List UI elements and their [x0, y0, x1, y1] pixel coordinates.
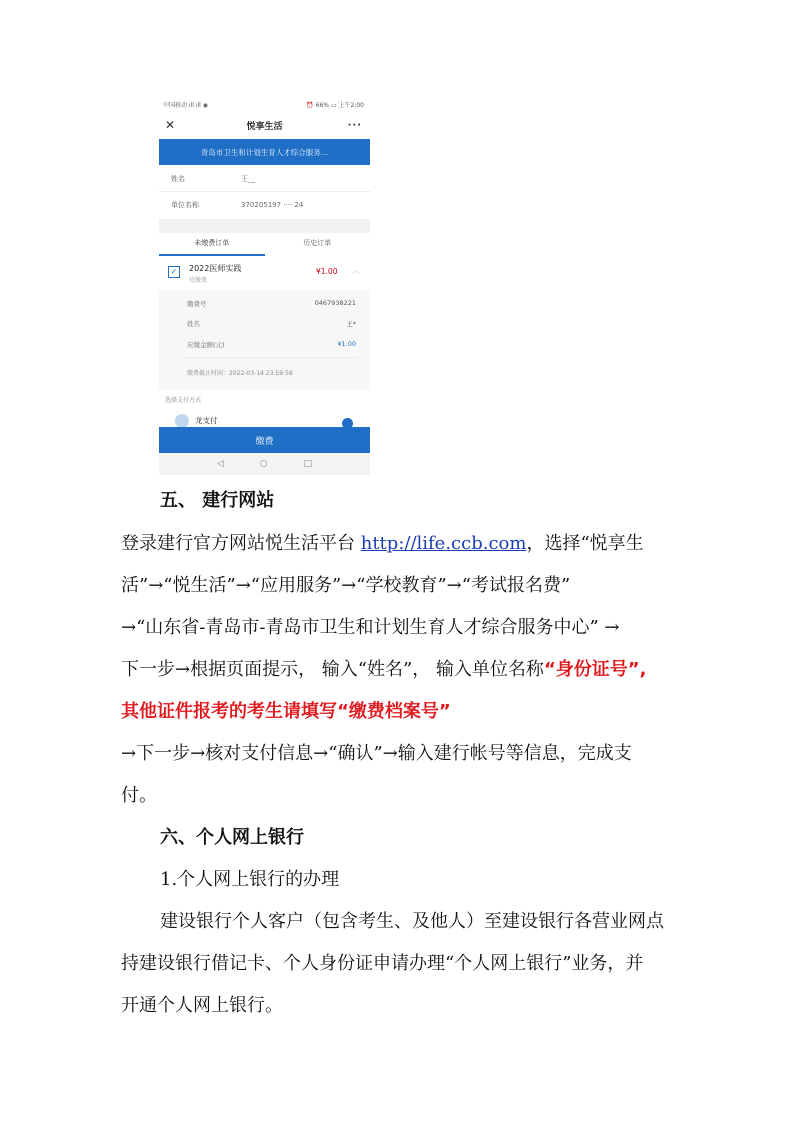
status-bar [159, 97, 370, 112]
system-nav-bar [159, 453, 370, 475]
order-tabs [159, 234, 370, 256]
paragraph-line: 开通个人网上银行。 [121, 995, 283, 1016]
payment-deadline: 缴费截止时间：2022-03-14 23:59:59 [187, 370, 293, 377]
detail-value: 王* [346, 320, 356, 328]
app-title: 悦享生活 [246, 121, 283, 132]
detail-value: ¥1.00 [337, 340, 356, 348]
divider [159, 191, 370, 192]
info-row-name [159, 169, 370, 189]
text-span: 登录建行官方网站悦生活平台 [121, 533, 361, 554]
order-name: 2022医师实践 [189, 264, 242, 273]
info-value: 王__ [241, 175, 255, 183]
paragraph-line: 活”→“悦生活”→“应用服务”→“学校教育”→“考试报名费” [121, 575, 571, 596]
paragraph-line: →下一步→核对支付信息→“确认”→输入建行帐号等信息，完成支 [121, 743, 632, 764]
pay-button[interactable]: 缴费 [159, 427, 370, 453]
chevron-up-icon[interactable]: ︿ [352, 266, 360, 275]
paragraph-line [121, 655, 646, 681]
paragraph-line [121, 529, 644, 555]
close-icon[interactable]: ✕ [165, 118, 176, 132]
text-span: ，选择“悦享生 [526, 533, 644, 554]
info-label: 姓名 [171, 175, 185, 183]
detail-row [159, 293, 370, 313]
highlight-id-number: “身份证号”, [543, 659, 647, 680]
pay-method-row[interactable] [159, 409, 370, 427]
detail-row [159, 313, 370, 333]
status-left: 中国移动 ıll ıll ◉ [163, 102, 208, 109]
info-label: 单位名称 [171, 201, 199, 209]
recents-icon[interactable]: □ [303, 459, 313, 469]
nav-bar [159, 114, 370, 136]
back-icon[interactable]: ◁ [216, 459, 224, 469]
phone-screenshot [159, 97, 370, 475]
paragraph-line: →“山东省-青岛市-青岛市卫生和计划生育人才综合服务中心” → [121, 617, 620, 638]
checkbox-icon[interactable]: ✓ [168, 266, 180, 278]
tab-unpaid[interactable]: 未缴费订单 [159, 234, 265, 256]
info-value: 370205197 ···· 24 [241, 201, 304, 209]
home-icon[interactable]: ○ [259, 459, 268, 469]
paragraph-line: 持建设银行借记卡、个人身份证申请办理“个人网上银行”业务，并 [121, 953, 644, 974]
text-span: 下一步→根据页面提示， 输入“姓名”， 输入单位名称 [121, 659, 544, 680]
order-amount: ¥1.00 [316, 267, 338, 276]
section-heading-6: 六、个人网上银行 [160, 827, 304, 848]
status-right: ⏰ 66% ▭ 上午2:00 [306, 102, 364, 109]
section-gap [159, 219, 370, 233]
pay-method-label: 选择支付方式 [165, 397, 202, 404]
detail-label: 应缴金额(元) [187, 341, 225, 349]
more-icon[interactable]: ··· [347, 119, 362, 131]
order-status: 待缴费 [189, 277, 208, 284]
long-pay-icon [175, 414, 189, 428]
section-heading-5: 五、 建行网站 [160, 490, 275, 511]
tab-history[interactable]: 历史订单 [303, 239, 332, 247]
ccb-link[interactable]: http://life.ccb.com [360, 533, 527, 554]
pay-method-name: 龙支付 [195, 416, 218, 425]
detail-row [159, 334, 370, 354]
info-row-unit [159, 195, 370, 215]
detail-label: 缴费号 [187, 300, 207, 308]
detail-value: 0467938221 [314, 299, 356, 307]
order-item[interactable] [159, 257, 370, 287]
paragraph-line: 付。 [121, 785, 157, 806]
divider [183, 357, 359, 358]
highlight-archive-number: 其他证件报考的考生请填写“缴费档案号” [121, 701, 451, 722]
detail-label: 姓名 [187, 320, 200, 328]
service-banner: 青岛市卫生和计划生育人才综合服务… [159, 139, 370, 165]
paragraph-line: 建设银行个人客户（包含考生、及他人）至建设银行各营业网点 [160, 911, 664, 932]
subheading: 1.个人网上银行的办理 [160, 869, 340, 890]
